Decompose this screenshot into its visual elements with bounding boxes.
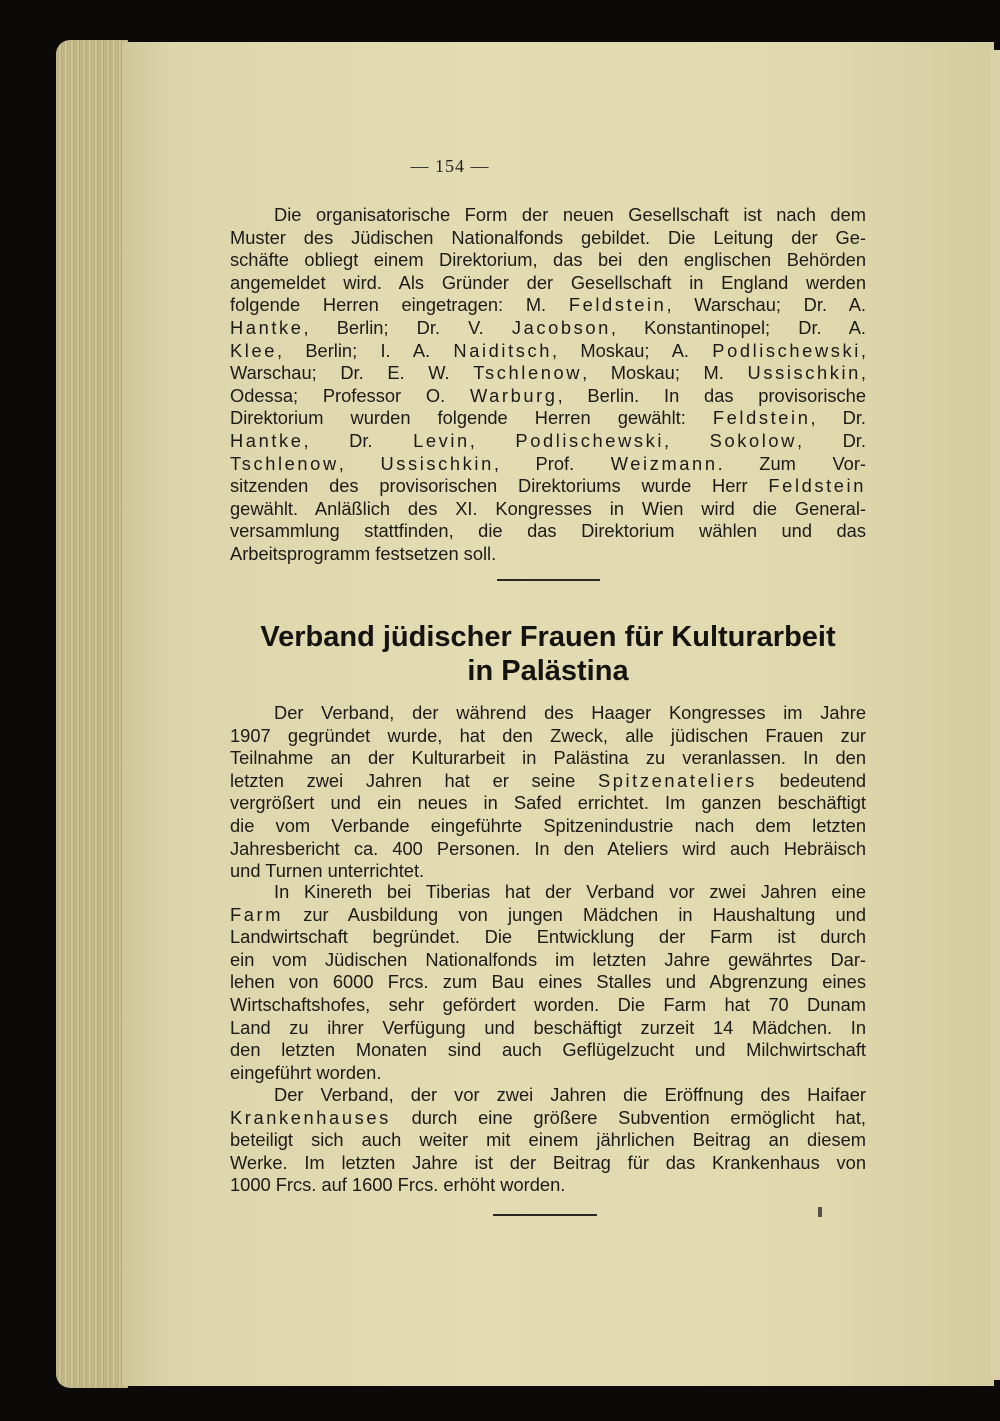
text-line xyxy=(230,881,866,904)
text-run: vergrößert und ein neues in Safed errichtet. Im ganzen beschäftigt xyxy=(230,792,866,814)
spaced-name: Podlischewski xyxy=(515,429,665,451)
text-run: die vom Verbande eingeführte Spitzenindustrie nach dem letzten xyxy=(230,814,866,836)
paragraph-verband-intro xyxy=(230,702,866,883)
text-run: folgende Herren eingetragen: M. xyxy=(230,294,569,316)
heading-line-2: in Palästina xyxy=(467,655,629,687)
text-run: angemeldet wird. Als Gründer der Gesellschaft in England werden xyxy=(230,271,866,293)
text-run: , Dr. xyxy=(796,429,866,451)
text-run: , Dr. xyxy=(810,407,866,429)
text-run: Werke. Im letzten Jahre ist der Beitrag für das Krankenhaus von xyxy=(230,1151,866,1173)
text-run: . Zum Vor- xyxy=(717,452,866,474)
spaced-name: Levin xyxy=(413,429,470,451)
page-number: — 154 — xyxy=(410,156,490,176)
text-run: Odessa; Professor O. xyxy=(230,384,470,406)
spaced-name: Farm xyxy=(230,903,284,925)
text-run: In Kinereth bei Tiberias hat der Verband vor zwei Jahren eine xyxy=(274,881,866,902)
text-run: , Berlin; I. A. xyxy=(277,339,454,361)
text-run: ein vom Jüdischen Nationalfonds im letzten Jahre gewährtes Dar- xyxy=(230,948,866,970)
text-line xyxy=(230,725,866,748)
text-line xyxy=(230,1129,866,1152)
spaced-name: Hantke xyxy=(230,316,304,338)
text-run: 1000 Frcs. auf 1600 Frcs. erhöht worden. xyxy=(230,1174,566,1196)
text-line xyxy=(230,520,866,543)
spaced-name: Feldstein xyxy=(568,294,667,316)
text-run: durch eine größere Subvention ermöglicht hat, xyxy=(390,1106,866,1128)
paragraph-kinereth-farm xyxy=(230,881,866,1084)
heading-line-1: Verband jüdischer Frauen für Kulturarbeit xyxy=(260,621,836,653)
text-line xyxy=(230,815,866,838)
paragraph-haifa-hospital xyxy=(230,1084,866,1197)
text-line xyxy=(230,926,866,949)
spaced-name: Feldstein xyxy=(712,407,811,429)
text-run: Land zu ihrer Verfügung und beschäftigt zurzeit 14 Mädchen. In xyxy=(230,1016,866,1038)
text-line xyxy=(230,407,866,430)
text-line xyxy=(230,340,866,363)
text-line xyxy=(230,204,866,227)
text-run: Jahresbericht ca. 400 Personen. In den Ateliers wird auch Hebräisch xyxy=(230,837,866,859)
text-line xyxy=(230,1174,866,1197)
paragraph-society-founders xyxy=(230,204,866,566)
text-line xyxy=(230,1107,866,1130)
text-line xyxy=(230,317,866,340)
text-run: schäfte obliegt einem Direktorium, das bei den englischen Behörden xyxy=(230,249,866,271)
text-line xyxy=(230,702,866,725)
spaced-name: Krankenhauses xyxy=(230,1106,391,1128)
section-heading xyxy=(230,620,866,688)
text-run: , xyxy=(338,452,381,474)
spaced-name: Klee xyxy=(230,339,277,361)
text-run: eingeführt worden. xyxy=(230,1061,382,1083)
text-run: , xyxy=(664,429,710,451)
spaced-name: Ussischkin xyxy=(380,452,494,474)
text-run: letzten zwei Jahren hat er seine xyxy=(230,769,598,791)
text-line xyxy=(230,453,866,476)
text-line xyxy=(230,770,866,793)
text-run: sitzenden des provisorischen Direktoriums wurde Herr xyxy=(230,475,769,497)
text-line xyxy=(230,1084,866,1107)
text-run: Landwirtschaft begründet. Die Entwicklung der Farm ist durch xyxy=(230,926,866,948)
text-run: beteiligt sich auch weiter mit einem jährlichen Beitrag an diesem xyxy=(230,1129,866,1151)
page-edges xyxy=(56,40,128,1388)
spaced-name: Tschlenow xyxy=(230,452,339,474)
end-divider xyxy=(493,1214,597,1216)
text-run: , Berlin. In das provisorische xyxy=(557,384,866,406)
text-run: , xyxy=(860,339,866,361)
text-line xyxy=(230,949,866,972)
text-line xyxy=(230,543,866,566)
text-run: , Moskau; A. xyxy=(552,339,713,361)
text-run: , Berlin; Dr. V. xyxy=(303,316,512,338)
spaced-name: Ussischkin xyxy=(747,362,861,384)
text-run: lehen von 6000 Frcs. zum Bau eines Stalles und Abgrenzung eines xyxy=(230,971,866,993)
text-run: versammlung stattfinden, die das Direktorium wählen und das xyxy=(230,520,866,542)
text-run: Die organisatorische Form der neuen Gesellschaft ist nach dem xyxy=(274,204,866,225)
spaced-name: Warburg xyxy=(469,384,558,406)
text-run: Der Verband, der vor zwei Jahren die Eröffnung des Haifaer xyxy=(274,1084,866,1105)
spaced-name: Sokolow xyxy=(709,429,797,451)
text-line xyxy=(230,249,866,272)
text-line xyxy=(230,971,866,994)
spaced-name: Spitzenateliers xyxy=(597,769,757,791)
text-line xyxy=(230,792,866,815)
text-run: , Dr. xyxy=(303,429,414,451)
text-run: Direktorium wurden folgende Herren gewählt: xyxy=(230,407,713,429)
ink-mark xyxy=(818,1207,822,1217)
spaced-name: Tschlenow xyxy=(473,362,583,384)
text-line xyxy=(230,475,866,498)
text-line xyxy=(230,860,866,883)
next-page-edge xyxy=(990,50,1000,1380)
text-line xyxy=(230,498,866,521)
text-run: , Warschau; Dr. A. xyxy=(666,294,867,316)
text-line xyxy=(230,904,866,927)
text-line xyxy=(230,294,866,317)
text-line xyxy=(230,1152,866,1175)
text-line xyxy=(230,838,866,861)
text-line xyxy=(230,362,866,385)
spaced-name: Feldstein xyxy=(768,475,866,497)
text-line xyxy=(230,1062,866,1085)
text-run: 1907 gegründet wurde, hat den Zweck, alle jüdischen Frauen zur xyxy=(230,724,866,746)
text-line xyxy=(230,994,866,1017)
text-run: , xyxy=(469,429,516,451)
spaced-name: Hantke xyxy=(230,429,304,451)
text-run: Arbeitsprogramm festsetzen soll. xyxy=(230,542,497,564)
text-run: den letzten Monaten sind auch Geflügelzucht und Milchwirtschaft xyxy=(230,1039,866,1061)
text-line xyxy=(230,430,866,453)
spaced-name: Jacobson xyxy=(511,316,611,338)
text-run: bedeutend xyxy=(756,769,866,791)
text-line xyxy=(230,1017,866,1040)
text-run: Teilnahme an der Kulturarbeit in Palästina zu veranlassen. In den xyxy=(230,747,866,769)
text-run: zur Ausbildung von jungen Mädchen in Haushaltung und xyxy=(283,903,866,925)
text-run: gewählt. Anläßlich des XI. Kongresses in Wien wird die General- xyxy=(230,497,866,519)
text-run: Warschau; Dr. E. W. xyxy=(230,362,474,384)
text-line xyxy=(230,385,866,408)
text-run: Wirtschaftshofes, sehr gefördert worden. Die Farm hat 70 Dunam xyxy=(230,993,866,1015)
text-run: und Turnen unterrichtet. xyxy=(230,860,425,882)
section-divider xyxy=(497,579,600,581)
text-run: Muster des Jüdischen Nationalfonds gebildet. Die Leitung der Ge- xyxy=(230,226,866,248)
spaced-name: Naiditsch xyxy=(453,339,553,361)
text-line xyxy=(230,747,866,770)
text-run: Der Verband, der während des Haager Kongresses im Jahre xyxy=(274,702,866,723)
text-run: , xyxy=(860,362,866,384)
text-line xyxy=(230,272,866,295)
text-line xyxy=(230,1039,866,1062)
spaced-name: Podlischewski xyxy=(712,339,861,361)
text-line xyxy=(230,227,866,250)
text-run: , Konstantinopel; Dr. A. xyxy=(610,316,866,338)
spaced-name: Weizmann xyxy=(610,452,718,474)
text-run: , Moskau; M. xyxy=(582,362,748,384)
text-run: , Prof. xyxy=(493,452,611,474)
